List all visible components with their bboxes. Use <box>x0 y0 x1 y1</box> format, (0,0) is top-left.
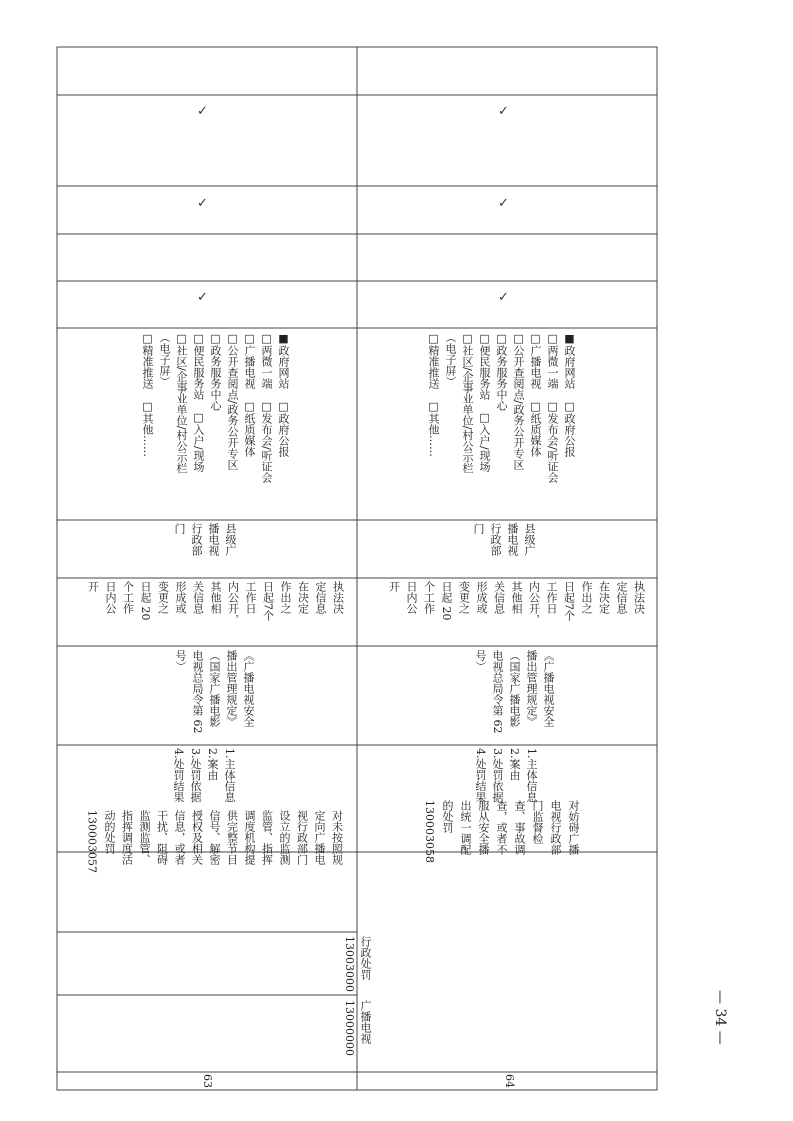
row-64-item: 对妨碍广播 电视行政部 门监督检 查、事故调 查，或者不 服从安全播 出统一调配 的处罚 130003058 <box>423 800 580 863</box>
row-64-channels: ■政府网站 □政府公报 □两微一端 □发布会/听证会 □广播电视 □纸质媒体 □公开查阅点/政务公开专区 □政务服务中心 □便民服务站 □入户/现场 □社区/企事业单位/村公示栏 （电子屏） □精准推送 □其他…… <box>427 332 576 483</box>
row-63-check-mark-2: ✓ <box>197 196 208 211</box>
row-63-seq: 63 <box>201 1074 214 1088</box>
row-64-subject: 县级广 播电视 行政部 门 <box>472 523 536 556</box>
row-63-item: 对未按照规 定向广播电 视行政部门 设立的监测 监管、指挥 调度机构提 供完整节目 信号、解密 授权及相关 信息，或者 干扰、阻碍 监测监管、 指挥调度活 动的处罚 130003057 <box>85 810 344 873</box>
row-63-channels: ■政府网站 □政府公报 □两微一端 □发布会/听证会 □广播电视 □纸质媒体 □公开查阅点/政务公开专区 □政务服务中心 □便民服务站 □入户/现场 □社区/企事业单位/村公示栏 （电子屏） □精准推送 □其他…… <box>141 332 290 483</box>
row-64-seq: 64 <box>503 1074 516 1088</box>
row-63-check-mark-1: ✓ <box>197 290 208 305</box>
row-64-basis: 《广播电视安全 播出管理规定》 （国家广播电影 电视总局令第 62 号） <box>474 650 555 734</box>
row-63-check-mark-3: ✓ <box>197 104 208 119</box>
row-64-check-mark-3: ✓ <box>498 104 509 119</box>
row-64-check-mark-1: ✓ <box>498 290 509 305</box>
row-63-subcategory: 行政处罚 13003000 <box>343 936 372 992</box>
row-63-basis: 《广播电视安全 播出管理规定》 （国家广播电影 电视总局令第 62 号） <box>174 650 255 734</box>
row-64-check-mark-2: ✓ <box>498 196 509 211</box>
row-64-content: 1.主体信息 2.案由 3.处罚依据 4.处罚结果 <box>474 748 538 803</box>
row-63-subject: 县级广 播电视 行政部 门 <box>173 523 237 556</box>
row-64-time: 执法决 定信息 在决定 作出之 日起7个 工作日 内公开， 其他相 关信息 形成或 变更之 日起 20 个工作 日内公 开 <box>387 581 646 625</box>
row-63-category: 广播电视 13000000 <box>343 1000 372 1056</box>
row-63-time: 执法决 定信息 在决定 作出之 日起7个 工作日 内公开， 其他相 关信息 形成或 变更之 日起 20 个工作 日内公 开 <box>86 581 345 625</box>
row-63-content: 1.主体信息 2.案由 3.处罚依据 4.处罚结果 <box>172 748 236 803</box>
page-number: — 34 — <box>712 990 728 1045</box>
